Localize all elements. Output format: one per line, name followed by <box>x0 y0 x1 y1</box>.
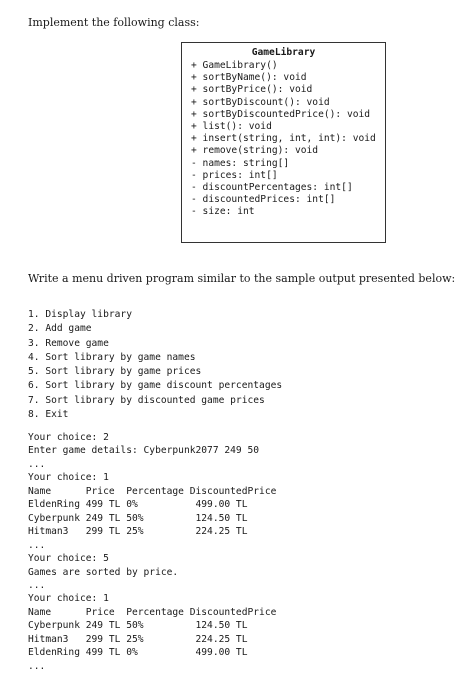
session-line: Cyberpunk 249 TL 50% 124.50 TL <box>28 620 248 632</box>
session-line: Your choice: 2 <box>28 432 109 443</box>
menu-item: 6. Sort library by game discount percentages <box>28 380 283 392</box>
session-line: Enter game details: Cyberpunk2077 249 50 <box>28 445 260 457</box>
uml-member: + remove(string): void <box>191 145 319 157</box>
uml-member: + sortByDiscountedPrice(): void <box>191 108 371 120</box>
session-line: Your choice: 1 <box>28 472 109 484</box>
session-line: ... <box>28 579 46 591</box>
menu-item: 2. Add game <box>28 323 92 335</box>
menu-item: 5. Sort library by game prices <box>28 366 202 378</box>
session-line: ... <box>28 539 46 551</box>
uml-member: + sortByName(): void <box>191 72 307 84</box>
session-line: EldenRing 499 TL 0% 499.00 TL <box>28 499 248 511</box>
uml-member: - names: string[] <box>191 157 290 169</box>
session-line: Name Price Percentage DiscountedPrice <box>28 485 277 497</box>
session-line: Games are sorted by price. <box>28 566 179 578</box>
uml-member: - prices: int[] <box>191 169 278 181</box>
session-line: EldenRing 499 TL 0% 499.00 TL <box>28 647 248 659</box>
menu-intro-text: Write a menu driven program similar to the sample output presented below: <box>28 272 456 285</box>
session-line: ... <box>28 660 46 672</box>
uml-member: + GameLibrary() <box>191 60 278 71</box>
session-line: Your choice: 5 <box>28 553 109 565</box>
uml-member: - discountPercentages: int[] <box>191 182 353 194</box>
uml-class-name: GameLibrary <box>251 47 316 58</box>
session-line: Cyberpunk 249 TL 50% 124.50 TL <box>28 512 248 524</box>
session-line: Hitman3 299 TL 25% 224.25 TL <box>28 633 248 645</box>
uml-member: + sortByPrice(): void <box>191 84 313 96</box>
menu-item: 8. Exit <box>28 409 69 421</box>
uml-member: + list(): void <box>191 121 272 133</box>
menu-item: 3. Remove game <box>28 337 109 349</box>
intro-text: Implement the following class: <box>28 16 200 29</box>
menu-item: 7. Sort library by discounted game prices <box>28 394 265 406</box>
menu-list <box>28 308 282 422</box>
uml-member: + insert(string, int, int): void <box>191 133 376 145</box>
uml-class-box <box>181 42 386 243</box>
uml-member: - size: int <box>191 206 255 218</box>
uml-member: - discountedPrices: int[] <box>191 194 336 206</box>
menu-item: 4. Sort library by game names <box>28 351 196 363</box>
uml-member: + sortByDiscount(): void <box>191 96 330 108</box>
sample-session-output <box>28 431 276 673</box>
uml-member-list <box>191 60 385 219</box>
session-line: Your choice: 1 <box>28 593 109 605</box>
session-line: ... <box>28 458 46 470</box>
session-line: Hitman3 299 TL 25% 224.25 TL <box>28 526 248 538</box>
menu-item: 1. Display library <box>28 309 132 320</box>
session-line: Name Price Percentage DiscountedPrice <box>28 606 277 618</box>
